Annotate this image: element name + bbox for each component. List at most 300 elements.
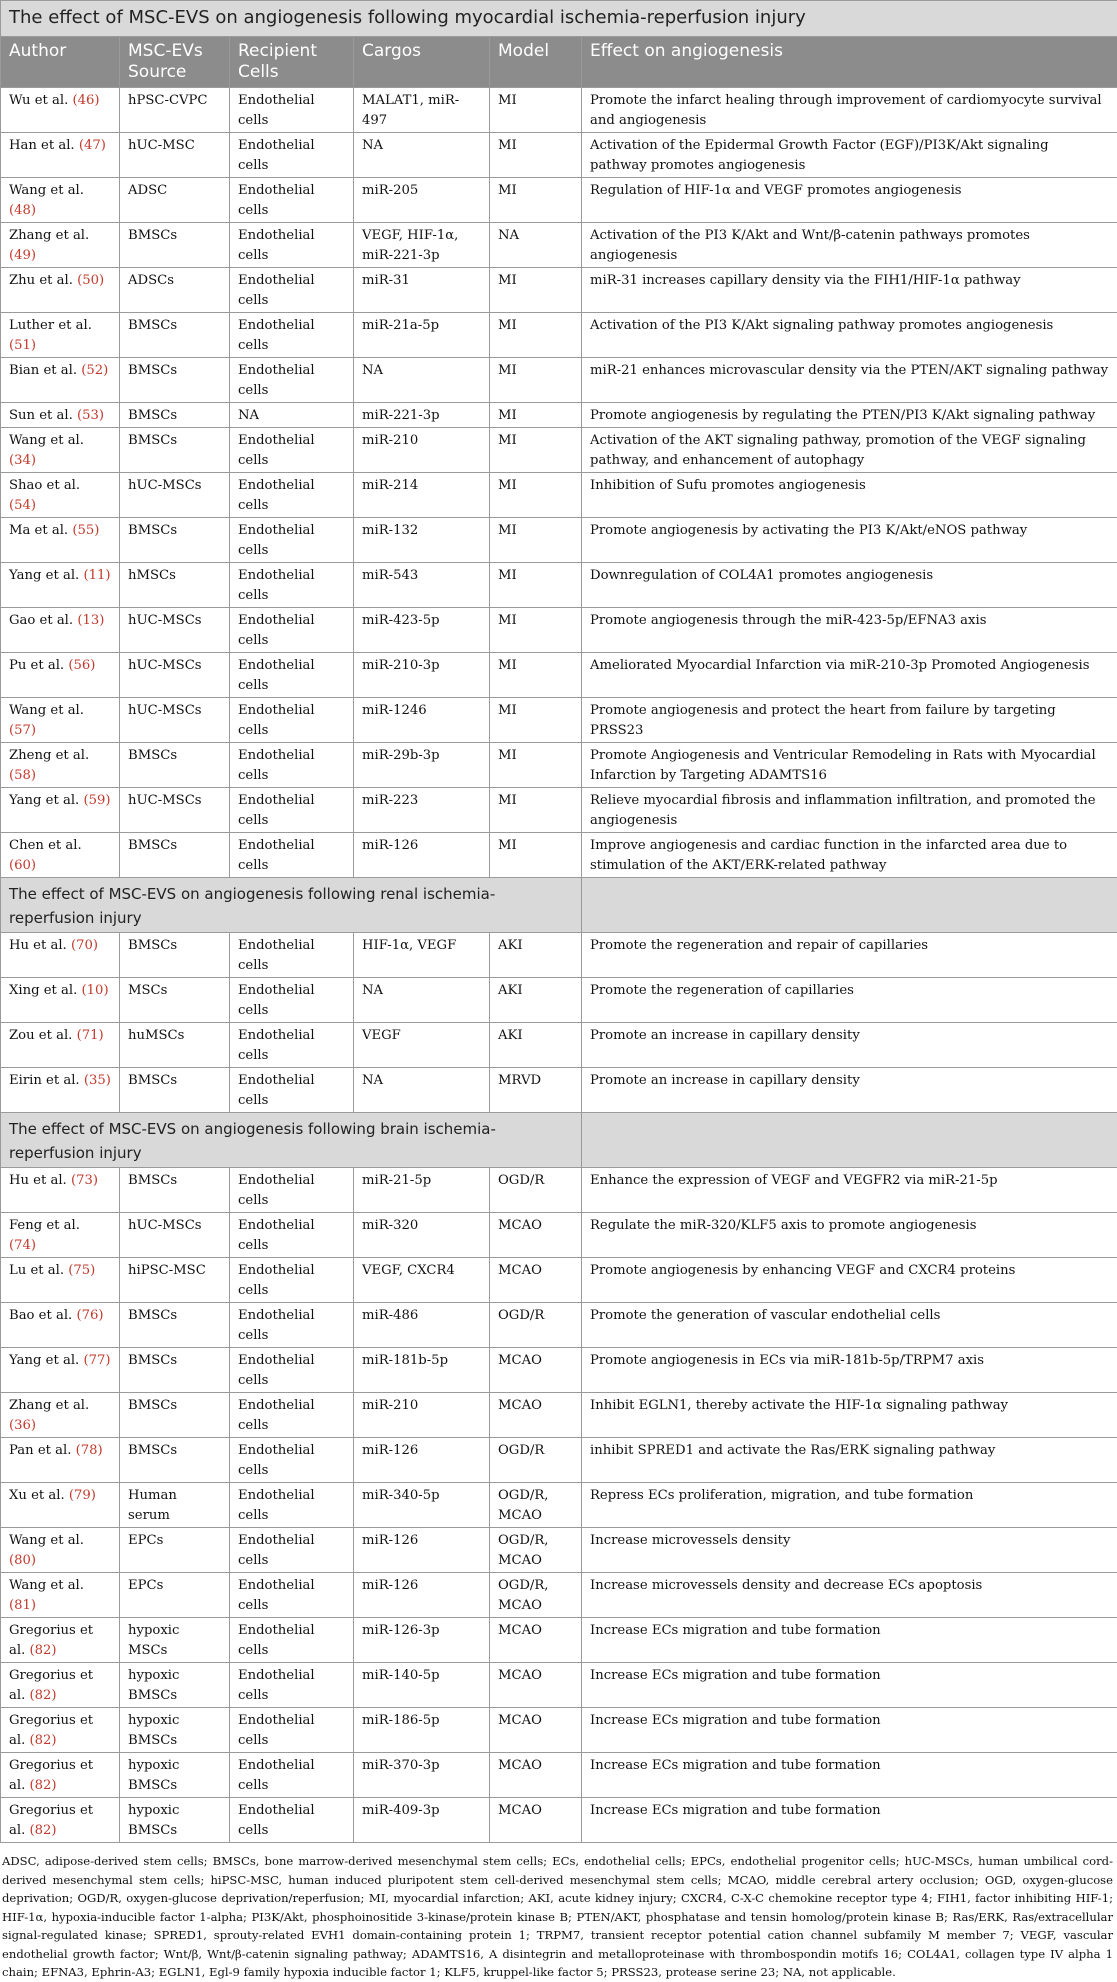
table-row bbox=[1, 1348, 1117, 1393]
table-row bbox=[1, 88, 1117, 133]
cell-source: BMSCs bbox=[120, 313, 230, 358]
author-name: Chen et al. bbox=[9, 838, 82, 853]
cell-model: MCAO bbox=[490, 1708, 582, 1753]
cell-model: MI bbox=[490, 88, 582, 133]
table-footnote: ADSC, adipose-derived stem cells; BMSCs, bone marrow-derived mesenchymal stem cells; ECs, endothelial cells; EPCs, endothelial progenitor cells; hUC-MSCs, human umbilical cord-derived mesenchymal stem cells; hiPSC-MSC, human induced pluripotent stem cell-derived mesenchymal stem cells; MCAO, middle cerebral artery occlusion; OGD, oxygen-glucose deprivation; OGD/R, oxygen-glucose deprivation/reperfusion; MI, myocardial infarction; AKI, acute kidney injury; CXCR4, C-X-C chemokine receptor type 4; FIH1, factor inhibiting HIF-1; HIF-1α, hypoxia-inducible factor 1-alpha; PI3K/Akt, phosphoinositide 3-kinase/protein kinase B; PTEN/AKT, phosphatase and tensin homolog/protein kinase B; Ras/ERK, Ras/extracellular signal-regulated kinase; SPRED1, sprouty-related EVH1 domain-containing protein 1; TRPM7, transient receptor potential cation channel subfamily M member 7; VEGF, vascular endothelial growth factor; Wnt/β, Wnt/β-catenin signaling pathway; ADAMTS16, A disintegrin and metalloproteinase with thrombospondin motifs 16; COL4A1, collagen type IV alpha 1 chain; EFNA3, Ephrin-A3; EGLN1, Egl-9 family hypoxia inducible factor 1; KLF5, kruppel-like factor 5; PRSS23, protease serine 23; NA, not applicable. bbox=[0, 1843, 1117, 1982]
section-header-row bbox=[1, 878, 1117, 933]
cell-effect: Promote angiogenesis by activating the PI3 K/Akt/eNOS pathway bbox=[582, 518, 1117, 563]
cell-cargos: miR-210 bbox=[354, 428, 490, 473]
table-row bbox=[1, 788, 1117, 833]
cell-effect: Inhibit EGLN1, thereby activate the HIF-1α signaling pathway bbox=[582, 1393, 1117, 1438]
cell-cargos: miR-210-3p bbox=[354, 653, 490, 698]
cell-recipient-cells: Endothelial cells bbox=[230, 1303, 354, 1348]
reference-link[interactable]: (49) bbox=[9, 248, 36, 263]
table-row bbox=[1, 1618, 1117, 1663]
cell-author bbox=[1, 133, 120, 178]
cell-author bbox=[1, 698, 120, 743]
table-row bbox=[1, 358, 1117, 403]
cell-source: ADSC bbox=[120, 178, 230, 223]
cell-source: BMSCs bbox=[120, 403, 230, 428]
author-name: Bian et al. bbox=[9, 363, 77, 378]
table-row bbox=[1, 1573, 1117, 1618]
cell-cargos: HIF-1α, VEGF bbox=[354, 933, 490, 978]
cell-source: hypoxic BMSCs bbox=[120, 1663, 230, 1708]
table-row bbox=[1, 1258, 1117, 1303]
cell-cargos: miR-486 bbox=[354, 1303, 490, 1348]
cell-effect: Promote angiogenesis by enhancing VEGF and CXCR4 proteins bbox=[582, 1258, 1117, 1303]
cell-author bbox=[1, 1573, 120, 1618]
author-name: Pu et al. bbox=[9, 658, 64, 673]
cell-author bbox=[1, 933, 120, 978]
table-row bbox=[1, 403, 1117, 428]
cell-cargos: miR-409-3p bbox=[354, 1798, 490, 1843]
cell-author bbox=[1, 313, 120, 358]
table-row bbox=[1, 313, 1117, 358]
author-name: Gregorius et al. bbox=[9, 1668, 93, 1703]
cell-recipient-cells: Endothelial cells bbox=[230, 178, 354, 223]
cell-cargos: VEGF bbox=[354, 1023, 490, 1068]
cell-source: hiPSC-MSC bbox=[120, 1258, 230, 1303]
cell-source: hypoxic MSCs bbox=[120, 1618, 230, 1663]
reference-link[interactable]: (75) bbox=[68, 1263, 95, 1278]
author-name: Zheng et al. bbox=[9, 748, 89, 763]
author-name: Lu et al. bbox=[9, 1263, 64, 1278]
cell-effect: Promote Angiogenesis and Ventricular Remodeling in Rats with Myocardial Infarction by Targeting ADAMTS16 bbox=[582, 743, 1117, 788]
cell-model: MCAO bbox=[490, 1393, 582, 1438]
cell-recipient-cells: Endothelial cells bbox=[230, 133, 354, 178]
cell-source: hypoxic BMSCs bbox=[120, 1798, 230, 1843]
author-name: Wang et al. bbox=[9, 703, 84, 718]
cell-recipient-cells: Endothelial cells bbox=[230, 88, 354, 133]
author-name: Sun et al. bbox=[9, 408, 73, 423]
reference-link[interactable]: (58) bbox=[9, 768, 36, 783]
reference-link[interactable]: (70) bbox=[71, 938, 98, 953]
cell-recipient-cells: Endothelial cells bbox=[230, 833, 354, 878]
reference-link[interactable]: (80) bbox=[9, 1553, 36, 1568]
author-name: Zhang et al. bbox=[9, 228, 89, 243]
author-name: Gregorius et al. bbox=[9, 1803, 93, 1838]
cell-effect: Relieve myocardial fibrosis and inflammation infiltration, and promoted the angiogenesis bbox=[582, 788, 1117, 833]
cell-recipient-cells: Endothelial cells bbox=[230, 518, 354, 563]
cell-recipient-cells: Endothelial cells bbox=[230, 1258, 354, 1303]
cell-cargos: miR-340-5p bbox=[354, 1483, 490, 1528]
cell-model: OGD/R bbox=[490, 1438, 582, 1483]
author-name: Xing et al. bbox=[9, 983, 77, 998]
cell-author bbox=[1, 1213, 120, 1258]
cell-author bbox=[1, 1348, 120, 1393]
cell-effect: inhibit SPRED1 and activate the Ras/ERK signaling pathway bbox=[582, 1438, 1117, 1483]
cell-model: OGD/R, MCAO bbox=[490, 1528, 582, 1573]
table-row bbox=[1, 1023, 1117, 1068]
cell-cargos: miR-181b-5p bbox=[354, 1348, 490, 1393]
table-row bbox=[1, 1438, 1117, 1483]
author-name: Bao et al. bbox=[9, 1308, 72, 1323]
cell-effect: Inhibition of Sufu promotes angiogenesis bbox=[582, 473, 1117, 518]
cell-cargos: miR-370-3p bbox=[354, 1753, 490, 1798]
cell-effect: Activation of the PI3 K/Akt signaling pathway promotes angiogenesis bbox=[582, 313, 1117, 358]
cell-recipient-cells: Endothelial cells bbox=[230, 1213, 354, 1258]
cell-effect: Promote angiogenesis through the miR-423-5p/EFNA3 axis bbox=[582, 608, 1117, 653]
cell-effect: Promote an increase in capillary density bbox=[582, 1023, 1117, 1068]
cell-author bbox=[1, 1753, 120, 1798]
table-row bbox=[1, 1483, 1117, 1528]
cell-source: BMSCs bbox=[120, 1303, 230, 1348]
cell-effect: miR-21 enhances microvascular density via the PTEN/AKT signaling pathway bbox=[582, 358, 1117, 403]
cell-cargos: miR-126 bbox=[354, 833, 490, 878]
cell-model: MI bbox=[490, 698, 582, 743]
header-effect: Effect on angiogenesis bbox=[582, 37, 1117, 88]
cell-author bbox=[1, 268, 120, 313]
table-row bbox=[1, 428, 1117, 473]
cell-model: MCAO bbox=[490, 1753, 582, 1798]
cell-effect: Enhance the expression of VEGF and VEGFR2 via miR-21-5p bbox=[582, 1168, 1117, 1213]
cell-cargos: miR-126 bbox=[354, 1438, 490, 1483]
cell-effect: Regulate the miR-320/KLF5 axis to promote angiogenesis bbox=[582, 1213, 1117, 1258]
cell-recipient-cells: Endothelial cells bbox=[230, 1798, 354, 1843]
reference-link[interactable]: (34) bbox=[9, 453, 36, 468]
cell-cargos: miR-205 bbox=[354, 178, 490, 223]
cell-cargos: NA bbox=[354, 133, 490, 178]
table-header-row bbox=[1, 37, 1117, 88]
reference-link[interactable]: (82) bbox=[29, 1778, 56, 1793]
cell-model: OGD/R bbox=[490, 1303, 582, 1348]
cell-source: BMSCs bbox=[120, 1393, 230, 1438]
reference-link[interactable]: (52) bbox=[81, 363, 108, 378]
cell-source: BMSCs bbox=[120, 518, 230, 563]
reference-link[interactable]: (35) bbox=[84, 1073, 111, 1088]
cell-recipient-cells: Endothelial cells bbox=[230, 608, 354, 653]
author-name: Shao et al. bbox=[9, 478, 80, 493]
cell-model: MCAO bbox=[490, 1348, 582, 1393]
cell-model: MCAO bbox=[490, 1618, 582, 1663]
reference-link[interactable]: (76) bbox=[76, 1308, 103, 1323]
table-row bbox=[1, 1663, 1117, 1708]
reference-link[interactable]: (46) bbox=[72, 93, 99, 108]
cell-effect: Regulation of HIF-1α and VEGF promotes angiogenesis bbox=[582, 178, 1117, 223]
table-row bbox=[1, 1798, 1117, 1843]
section-header-row bbox=[1, 1113, 1117, 1168]
cell-recipient-cells: Endothelial cells bbox=[230, 653, 354, 698]
author-name: Pan et al. bbox=[9, 1443, 71, 1458]
table-row bbox=[1, 933, 1117, 978]
cell-cargos: miR-423-5p bbox=[354, 608, 490, 653]
table-row bbox=[1, 698, 1117, 743]
cell-author bbox=[1, 1528, 120, 1573]
table-row bbox=[1, 1753, 1117, 1798]
reference-link[interactable]: (82) bbox=[29, 1823, 56, 1838]
cell-source: EPCs bbox=[120, 1528, 230, 1573]
reference-link[interactable]: (79) bbox=[69, 1488, 96, 1503]
cell-recipient-cells: Endothelial cells bbox=[230, 978, 354, 1023]
cell-author bbox=[1, 608, 120, 653]
cell-source: BMSCs bbox=[120, 833, 230, 878]
table-row bbox=[1, 1528, 1117, 1573]
cell-recipient-cells: Endothelial cells bbox=[230, 1753, 354, 1798]
table-row bbox=[1, 223, 1117, 268]
author-name: Ma et al. bbox=[9, 523, 68, 538]
cell-author bbox=[1, 653, 120, 698]
cell-model: MRVD bbox=[490, 1068, 582, 1113]
author-name: Zhang et al. bbox=[9, 1398, 89, 1413]
cell-model: MI bbox=[490, 743, 582, 788]
cell-author bbox=[1, 403, 120, 428]
cell-author bbox=[1, 978, 120, 1023]
cell-source: hypoxic BMSCs bbox=[120, 1708, 230, 1753]
author-name: Wang et al. bbox=[9, 1578, 84, 1593]
cell-cargos: miR-221-3p bbox=[354, 403, 490, 428]
header-source: MSC-EVs Source bbox=[120, 37, 230, 88]
author-name: Gao et al. bbox=[9, 613, 73, 628]
reference-link[interactable]: (11) bbox=[83, 568, 110, 583]
author-name: Gregorius et al. bbox=[9, 1758, 93, 1793]
reference-link[interactable]: (54) bbox=[9, 498, 36, 513]
cell-author bbox=[1, 1438, 120, 1483]
cell-author bbox=[1, 518, 120, 563]
cell-source: BMSCs bbox=[120, 1068, 230, 1113]
table-title: The effect of MSC-EVS on angiogenesis following myocardial ischemia-reperfusion injury bbox=[1, 1, 1117, 37]
cell-recipient-cells: Endothelial cells bbox=[230, 788, 354, 833]
reference-link[interactable]: (57) bbox=[9, 723, 36, 738]
reference-link[interactable]: (60) bbox=[9, 858, 36, 873]
table-row bbox=[1, 743, 1117, 788]
reference-link[interactable]: (10) bbox=[82, 983, 109, 998]
cell-author bbox=[1, 473, 120, 518]
cell-source: BMSCs bbox=[120, 428, 230, 473]
reference-link[interactable]: (51) bbox=[9, 338, 36, 353]
table-row bbox=[1, 1303, 1117, 1348]
cell-model: MI bbox=[490, 833, 582, 878]
cell-author bbox=[1, 1618, 120, 1663]
author-name: Zou et al. bbox=[9, 1028, 72, 1043]
cell-recipient-cells: Endothelial cells bbox=[230, 1528, 354, 1573]
author-name: Wang et al. bbox=[9, 183, 84, 198]
cell-model: MI bbox=[490, 788, 582, 833]
cell-cargos: VEGF, CXCR4 bbox=[354, 1258, 490, 1303]
cell-cargos: miR-543 bbox=[354, 563, 490, 608]
cell-cargos: miR-210 bbox=[354, 1393, 490, 1438]
cell-model: MI bbox=[490, 608, 582, 653]
cell-source: huMSCs bbox=[120, 1023, 230, 1068]
cell-recipient-cells: Endothelial cells bbox=[230, 1023, 354, 1068]
reference-link[interactable]: (47) bbox=[79, 138, 106, 153]
cell-recipient-cells: Endothelial cells bbox=[230, 1348, 354, 1393]
header-author: Author bbox=[1, 37, 120, 88]
cell-effect: Increase ECs migration and tube formation bbox=[582, 1663, 1117, 1708]
table-row bbox=[1, 608, 1117, 653]
cell-recipient-cells: Endothelial cells bbox=[230, 1438, 354, 1483]
cell-cargos: miR-21-5p bbox=[354, 1168, 490, 1213]
reference-link[interactable]: (78) bbox=[76, 1443, 103, 1458]
reference-link[interactable]: (77) bbox=[83, 1353, 110, 1368]
cell-model: MCAO bbox=[490, 1213, 582, 1258]
cell-cargos: miR-132 bbox=[354, 518, 490, 563]
cell-model: MI bbox=[490, 563, 582, 608]
reference-link[interactable]: (36) bbox=[9, 1418, 36, 1433]
section-title: The effect of MSC-EVS on angiogenesis following brain ischemia-reperfusion injury bbox=[1, 1113, 582, 1168]
cell-model: MI bbox=[490, 428, 582, 473]
cell-effect: Increase ECs migration and tube formation bbox=[582, 1798, 1117, 1843]
author-name: Gregorius et al. bbox=[9, 1623, 93, 1658]
cell-recipient-cells: Endothelial cells bbox=[230, 698, 354, 743]
cell-model: OGD/R, MCAO bbox=[490, 1483, 582, 1528]
cell-model: MCAO bbox=[490, 1258, 582, 1303]
cell-author bbox=[1, 1663, 120, 1708]
cell-recipient-cells: Endothelial cells bbox=[230, 1168, 354, 1213]
cell-effect: Increase microvessels density and decrease ECs apoptosis bbox=[582, 1573, 1117, 1618]
cell-author bbox=[1, 1168, 120, 1213]
cell-author bbox=[1, 1023, 120, 1068]
reference-link[interactable]: (50) bbox=[77, 273, 104, 288]
cell-source: hUC-MSCs bbox=[120, 473, 230, 518]
cell-recipient-cells: Endothelial cells bbox=[230, 313, 354, 358]
cell-source: BMSCs bbox=[120, 1168, 230, 1213]
cell-source: Human serum bbox=[120, 1483, 230, 1528]
cell-effect: Repress ECs proliferation, migration, and tube formation bbox=[582, 1483, 1117, 1528]
cell-cargos: miR-126 bbox=[354, 1573, 490, 1618]
cell-author bbox=[1, 1708, 120, 1753]
cell-model: MI bbox=[490, 473, 582, 518]
cell-cargos: miR-31 bbox=[354, 268, 490, 313]
cell-cargos: miR-140-5p bbox=[354, 1663, 490, 1708]
cell-model: MI bbox=[490, 653, 582, 698]
cell-recipient-cells: Endothelial cells bbox=[230, 428, 354, 473]
cell-recipient-cells: Endothelial cells bbox=[230, 268, 354, 313]
cell-recipient-cells: Endothelial cells bbox=[230, 1068, 354, 1113]
cell-source: ADSCs bbox=[120, 268, 230, 313]
author-name: Wu et al. bbox=[9, 93, 68, 108]
table-row bbox=[1, 1393, 1117, 1438]
header-model: Model bbox=[490, 37, 582, 88]
cell-effect: Promote the regeneration and repair of capillaries bbox=[582, 933, 1117, 978]
cell-model: AKI bbox=[490, 1023, 582, 1068]
cell-author bbox=[1, 1303, 120, 1348]
reference-link[interactable]: (59) bbox=[83, 793, 110, 808]
cell-source: MSCs bbox=[120, 978, 230, 1023]
table-row bbox=[1, 563, 1117, 608]
table-row bbox=[1, 133, 1117, 178]
table-row bbox=[1, 653, 1117, 698]
reference-link[interactable]: (71) bbox=[77, 1028, 104, 1043]
cell-model: MCAO bbox=[490, 1663, 582, 1708]
cell-model: NA bbox=[490, 223, 582, 268]
cell-effect: Increase ECs migration and tube formation bbox=[582, 1708, 1117, 1753]
cell-effect: Promote angiogenesis by regulating the PTEN/PI3 K/Akt signaling pathway bbox=[582, 403, 1117, 428]
cell-source: hUC-MSC bbox=[120, 133, 230, 178]
cell-source: BMSCs bbox=[120, 743, 230, 788]
cell-cargos: miR-126-3p bbox=[354, 1618, 490, 1663]
cell-model: MCAO bbox=[490, 1798, 582, 1843]
cell-author bbox=[1, 1393, 120, 1438]
cell-cargos: miR-29b-3p bbox=[354, 743, 490, 788]
cell-model: AKI bbox=[490, 933, 582, 978]
cell-cargos: miR-21a-5p bbox=[354, 313, 490, 358]
cell-recipient-cells: NA bbox=[230, 403, 354, 428]
reference-link[interactable]: (82) bbox=[29, 1643, 56, 1658]
reference-link[interactable]: (82) bbox=[29, 1733, 56, 1748]
cell-source: hUC-MSCs bbox=[120, 608, 230, 653]
author-name: Feng et al. bbox=[9, 1218, 80, 1233]
cell-author bbox=[1, 743, 120, 788]
cell-effect: miR-31 increases capillary density via the FIH1/HIF-1α pathway bbox=[582, 268, 1117, 313]
reference-link[interactable]: (56) bbox=[68, 658, 95, 673]
cell-cargos: miR-1246 bbox=[354, 698, 490, 743]
reference-link[interactable]: (55) bbox=[72, 523, 99, 538]
author-name: Hu et al. bbox=[9, 1173, 67, 1188]
cell-author bbox=[1, 788, 120, 833]
cell-author bbox=[1, 88, 120, 133]
cell-model: MI bbox=[490, 313, 582, 358]
reference-link[interactable]: (73) bbox=[71, 1173, 98, 1188]
cell-recipient-cells: Endothelial cells bbox=[230, 933, 354, 978]
header-recipient-cells: Recipient Cells bbox=[230, 37, 354, 88]
author-name: Yang et al. bbox=[9, 1353, 79, 1368]
cell-author bbox=[1, 1258, 120, 1303]
cell-model: OGD/R, MCAO bbox=[490, 1573, 582, 1618]
cell-author bbox=[1, 358, 120, 403]
author-name: Zhu et al. bbox=[9, 273, 73, 288]
cell-model: MI bbox=[490, 178, 582, 223]
author-name: Luther et al. bbox=[9, 318, 92, 333]
cell-source: hUC-MSCs bbox=[120, 788, 230, 833]
cell-author bbox=[1, 223, 120, 268]
cell-recipient-cells: Endothelial cells bbox=[230, 1573, 354, 1618]
author-name: Gregorius et al. bbox=[9, 1713, 93, 1748]
cell-effect: Downregulation of COL4A1 promotes angiogenesis bbox=[582, 563, 1117, 608]
cell-recipient-cells: Endothelial cells bbox=[230, 1393, 354, 1438]
cell-cargos: miR-320 bbox=[354, 1213, 490, 1258]
reference-link[interactable]: (13) bbox=[77, 613, 104, 628]
reference-link[interactable]: (48) bbox=[9, 203, 36, 218]
cell-recipient-cells: Endothelial cells bbox=[230, 1663, 354, 1708]
author-name: Han et al. bbox=[9, 138, 75, 153]
cell-author bbox=[1, 563, 120, 608]
reference-link[interactable]: (82) bbox=[29, 1688, 56, 1703]
reference-link[interactable]: (81) bbox=[9, 1598, 36, 1613]
reference-link[interactable]: (53) bbox=[77, 408, 104, 423]
cell-model: OGD/R bbox=[490, 1168, 582, 1213]
cell-cargos: NA bbox=[354, 978, 490, 1023]
cell-effect: Promote the regeneration of capillaries bbox=[582, 978, 1117, 1023]
cell-source: BMSCs bbox=[120, 223, 230, 268]
cell-effect: Promote an increase in capillary density bbox=[582, 1068, 1117, 1113]
cell-cargos: miR-186-5p bbox=[354, 1708, 490, 1753]
cell-author bbox=[1, 1068, 120, 1113]
section-title: The effect of MSC-EVS on angiogenesis following renal ischemia-reperfusion injury bbox=[1, 878, 582, 933]
cell-model: AKI bbox=[490, 978, 582, 1023]
cell-author bbox=[1, 833, 120, 878]
cell-cargos: NA bbox=[354, 358, 490, 403]
author-name: Xu et al. bbox=[9, 1488, 65, 1503]
cell-source: hPSC-CVPC bbox=[120, 88, 230, 133]
cell-recipient-cells: Endothelial cells bbox=[230, 743, 354, 788]
table-title-row bbox=[1, 1, 1117, 37]
cell-author bbox=[1, 178, 120, 223]
cell-recipient-cells: Endothelial cells bbox=[230, 358, 354, 403]
table-row bbox=[1, 978, 1117, 1023]
cell-model: MI bbox=[490, 133, 582, 178]
reference-link[interactable]: (74) bbox=[9, 1238, 36, 1253]
cell-source: BMSCs bbox=[120, 358, 230, 403]
table-row bbox=[1, 268, 1117, 313]
cell-effect: Promote the infarct healing through improvement of cardiomyocyte survival and angiogenesis bbox=[582, 88, 1117, 133]
cell-effect: Promote angiogenesis and protect the heart from failure by targeting PRSS23 bbox=[582, 698, 1117, 743]
cell-source: BMSCs bbox=[120, 1348, 230, 1393]
cell-source: hMSCs bbox=[120, 563, 230, 608]
table-body bbox=[1, 88, 1117, 1843]
cell-cargos: miR-223 bbox=[354, 788, 490, 833]
table-row bbox=[1, 473, 1117, 518]
cell-cargos: NA bbox=[354, 1068, 490, 1113]
